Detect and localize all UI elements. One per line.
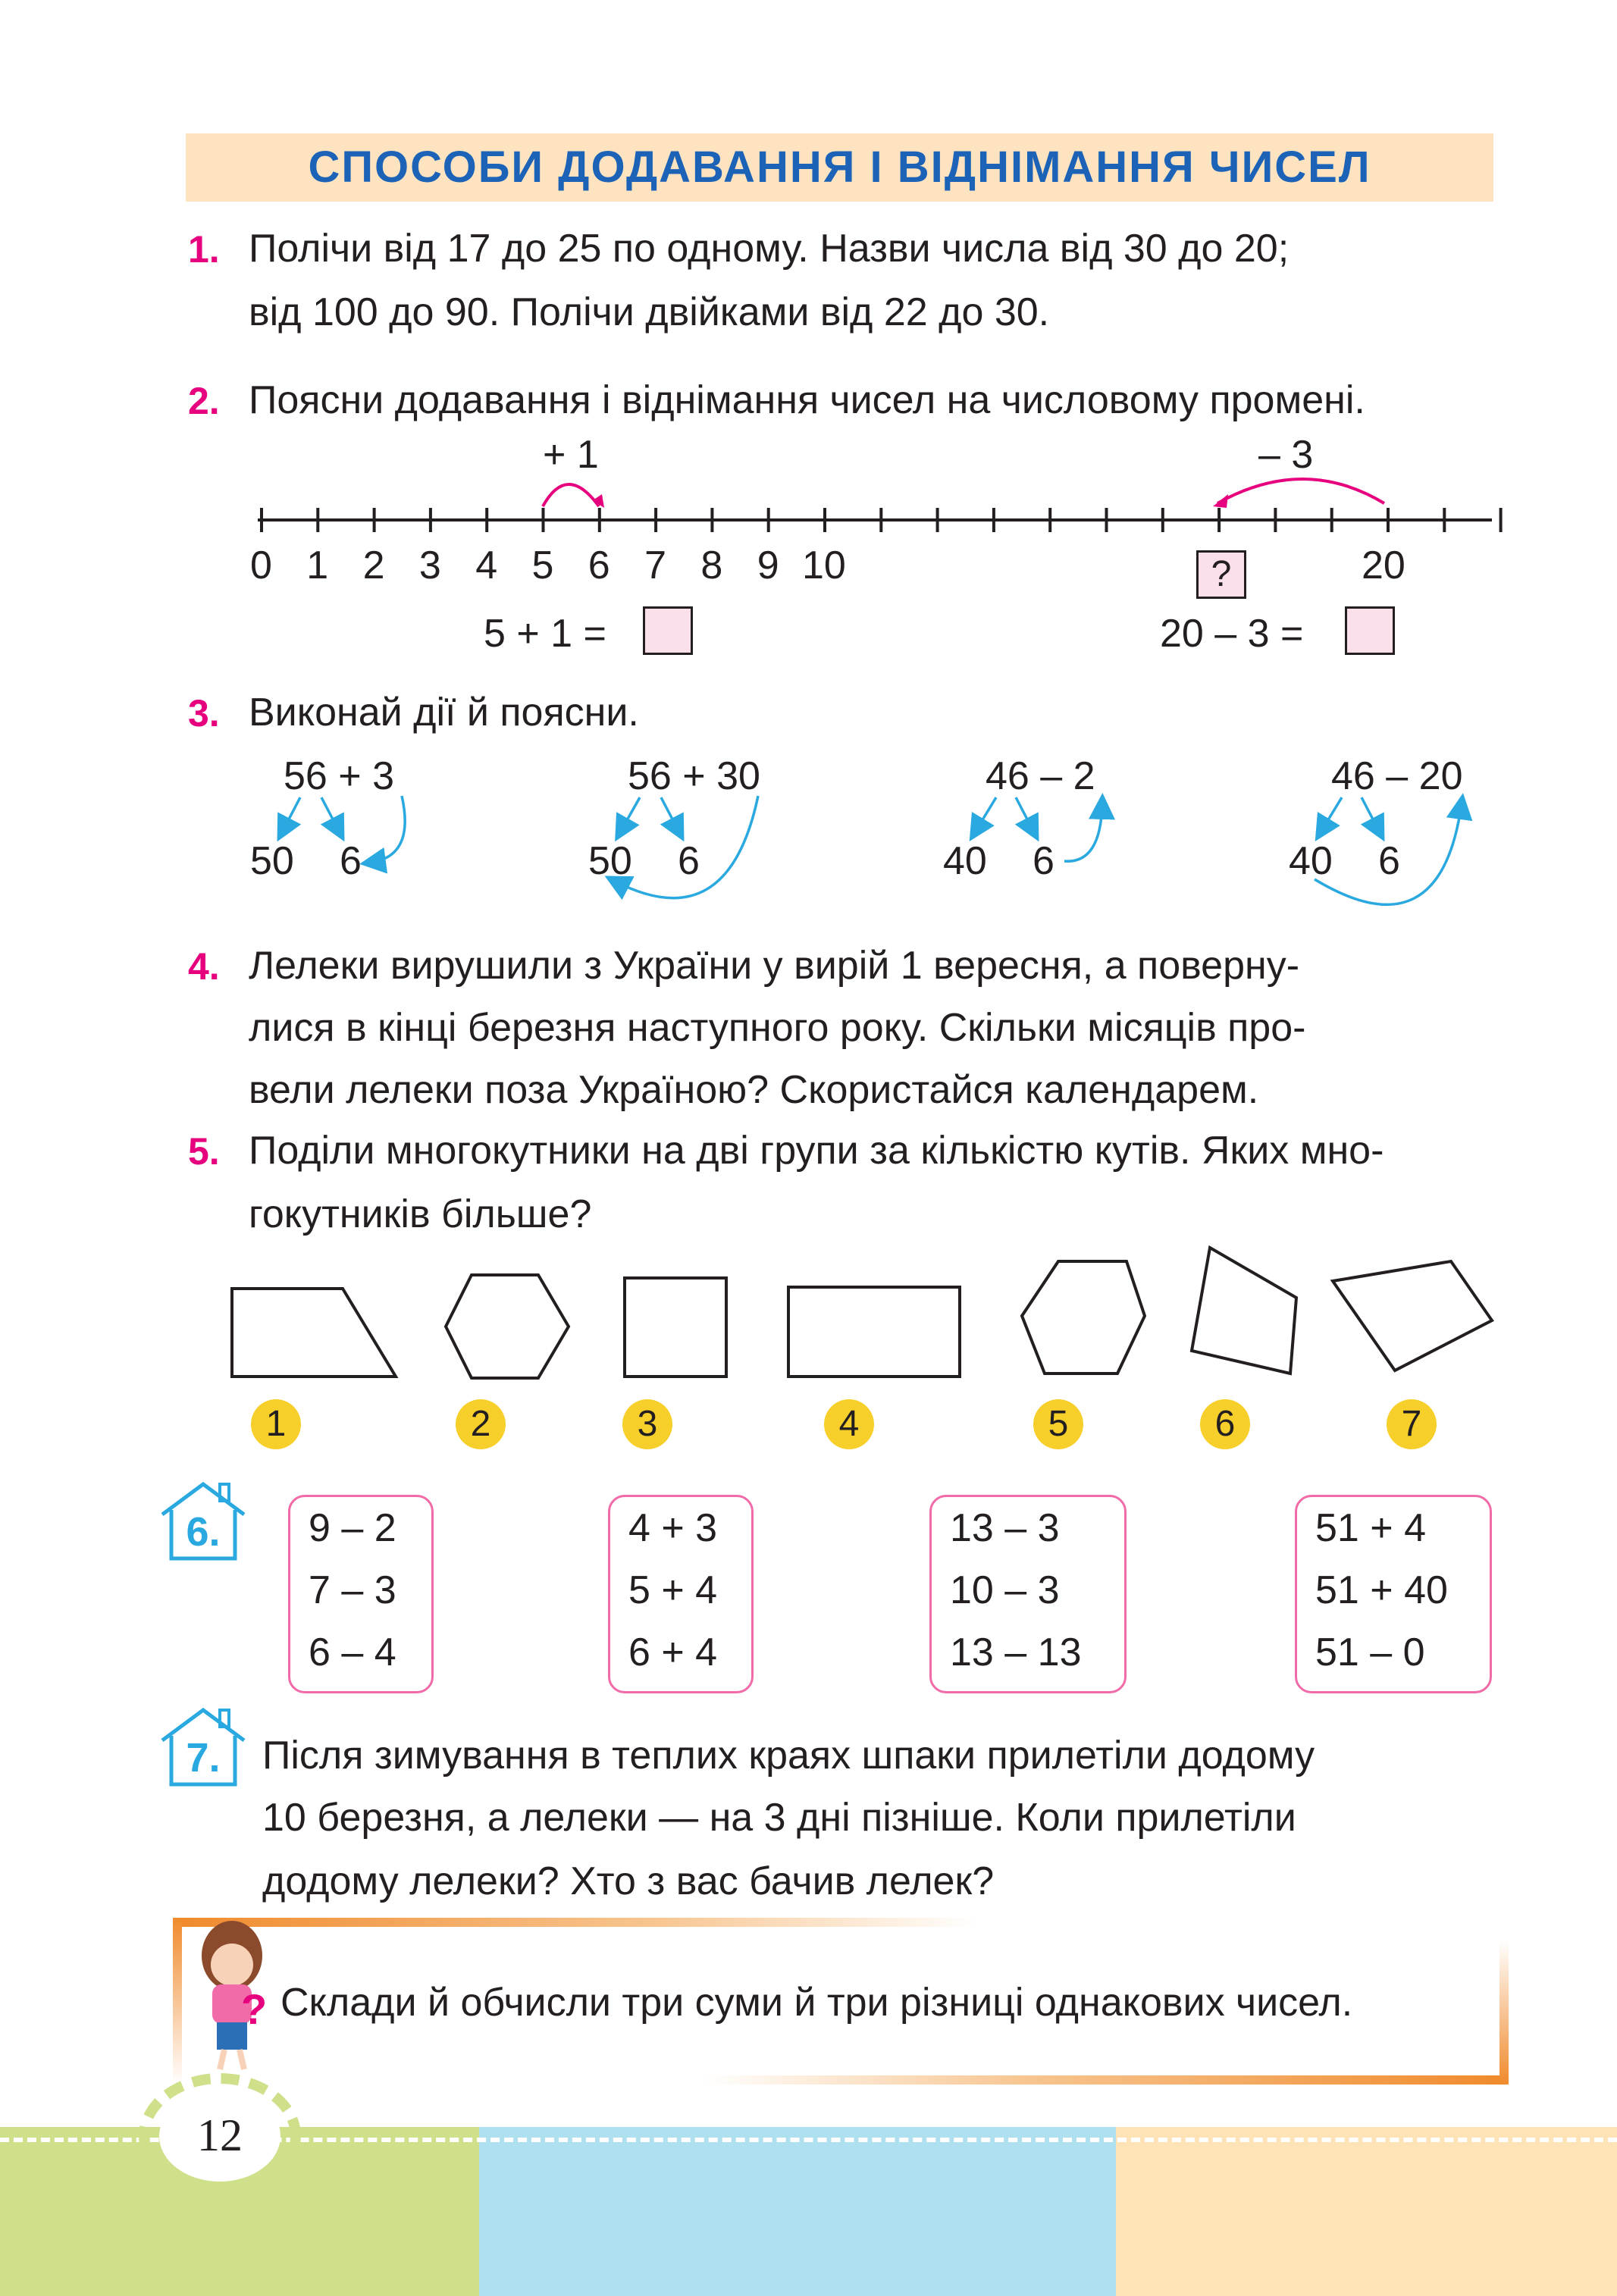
tick-label-2: 2 bbox=[362, 543, 385, 587]
tick-label-10: 10 bbox=[802, 543, 846, 587]
tick-label-6: 6 bbox=[588, 543, 610, 587]
exercise-4-line-2: 51 + 40 bbox=[1315, 1568, 1448, 1612]
exercise-2-line-1: 4 + 3 bbox=[628, 1506, 718, 1550]
task-7-line-1: Після зимування в теплих краях шпаки прилетіли додому bbox=[262, 1734, 1315, 1778]
polygon-badge-3: 3 bbox=[622, 1399, 672, 1449]
task-7-line-2: 10 березня, а лелеки — на 3 дні пізніше. Коли прилетіли bbox=[262, 1796, 1296, 1840]
decomp-2-expr: 56 + 30 bbox=[628, 754, 760, 798]
footer-peach bbox=[1116, 2127, 1617, 2296]
exercise-3-line-1: 13 – 3 bbox=[950, 1506, 1060, 1550]
task-7-line-3: додому лелеки? Хто з вас бачив лелек? bbox=[262, 1859, 995, 1903]
bonus-task-text: Склади й обчисли три суми й три різниці однакових чисел. bbox=[280, 1981, 1353, 2025]
tick-label-1: 1 bbox=[306, 543, 329, 587]
task-1-line-1: Полічи від 17 до 25 по одному. Назви числа від 30 до 20; bbox=[249, 227, 1290, 271]
task-5-number: 5. bbox=[188, 1130, 220, 1173]
task-1-number: 1. bbox=[188, 228, 220, 271]
tick-label-4: 4 bbox=[475, 543, 498, 587]
tick-label-5: 5 bbox=[531, 543, 554, 587]
page-title: СПОСОБИ ДОДАВАННЯ І ВІДНІМАННЯ ЧИСЕЛ bbox=[308, 143, 1371, 192]
decomp-1-expr: 56 + 3 bbox=[284, 754, 395, 798]
unknown-box: ? bbox=[1196, 550, 1246, 599]
task-3-number: 3. bbox=[188, 692, 220, 735]
task-4-line-1: Лелеки вирушили з України у вирій 1 вересня, а поверну- bbox=[249, 944, 1300, 988]
decomp-3-tens: 40 bbox=[943, 839, 987, 883]
task-2-line-1: Поясни додавання і віднімання чисел на числовому промені. bbox=[249, 378, 1365, 422]
girl-icon bbox=[202, 1921, 267, 2069]
exercise-2-line-2: 5 + 4 bbox=[628, 1568, 718, 1612]
label-20: 20 bbox=[1362, 543, 1405, 587]
decomp-1-tens: 50 bbox=[250, 839, 294, 883]
exercise-3-line-2: 10 – 3 bbox=[950, 1568, 1060, 1612]
exercise-4-line-1: 51 + 4 bbox=[1315, 1506, 1427, 1550]
equation-1: 5 + 1 = bbox=[484, 612, 606, 656]
polygon-badge-7: 7 bbox=[1387, 1399, 1437, 1449]
svg-text:?: ? bbox=[241, 1985, 268, 2033]
polygon-badge-4: 4 bbox=[824, 1399, 874, 1449]
task-4-number: 4. bbox=[188, 945, 220, 988]
plus-one-label: + 1 bbox=[543, 433, 599, 477]
exercise-1-line-2: 7 – 3 bbox=[309, 1568, 396, 1612]
tick-label-0: 0 bbox=[250, 543, 272, 587]
exercise-1-line-1: 9 – 2 bbox=[309, 1506, 396, 1550]
decomp-1-ones: 6 bbox=[340, 839, 362, 883]
exercise-2-line-3: 6 + 4 bbox=[628, 1630, 718, 1674]
decomp-3-ones: 6 bbox=[1033, 839, 1054, 883]
tick-label-3: 3 bbox=[418, 543, 441, 587]
decomp-2-ones: 6 bbox=[678, 839, 700, 883]
task-2-number: 2. bbox=[188, 380, 220, 422]
decomp-2-tens: 50 bbox=[588, 839, 632, 883]
task-4-line-2: лися в кінці березня наступного року. Скільки місяців про- bbox=[249, 1006, 1306, 1050]
exercise-3-line-3: 13 – 13 bbox=[950, 1630, 1082, 1674]
footer-blue bbox=[479, 2127, 1116, 2296]
task-1-line-2: від 100 до 90. Полічи двійками від 22 до 30. bbox=[249, 290, 1050, 334]
tick-label-9: 9 bbox=[757, 543, 779, 587]
tick-label-8: 8 bbox=[700, 543, 723, 587]
polygon-badge-2: 2 bbox=[456, 1399, 506, 1449]
minus-three-label: – 3 bbox=[1258, 433, 1314, 477]
exercise-1-line-3: 6 – 4 bbox=[309, 1630, 396, 1674]
decomp-4-expr: 46 – 20 bbox=[1331, 754, 1463, 798]
task-4-line-3: вели лелеки поза Україною? Скористайся календарем. bbox=[249, 1068, 1259, 1112]
decomp-3-expr: 46 – 2 bbox=[986, 754, 1095, 798]
task-5-line-1: Поділи многокутники на дві групи за кількістю кутів. Яких мно- bbox=[249, 1129, 1384, 1173]
equation-2: 20 – 3 = bbox=[1160, 612, 1304, 656]
page-number: 12 bbox=[197, 2110, 243, 2160]
task-3-line-1: Виконай дії й поясни. bbox=[249, 691, 639, 735]
decomp-4-ones: 6 bbox=[1378, 839, 1400, 883]
tick-label-7: 7 bbox=[644, 543, 667, 587]
polygon-badge-1: 1 bbox=[251, 1399, 301, 1449]
exercise-4-line-3: 51 – 0 bbox=[1315, 1630, 1425, 1674]
task-5-line-2: гокутників більше? bbox=[249, 1192, 592, 1236]
task-7-number: 7. bbox=[186, 1735, 221, 1781]
polygon-badge-6: 6 bbox=[1200, 1399, 1250, 1449]
decomp-4-tens: 40 bbox=[1289, 839, 1333, 883]
task-6-number: 6. bbox=[186, 1509, 221, 1555]
polygon-badge-5: 5 bbox=[1033, 1399, 1083, 1449]
